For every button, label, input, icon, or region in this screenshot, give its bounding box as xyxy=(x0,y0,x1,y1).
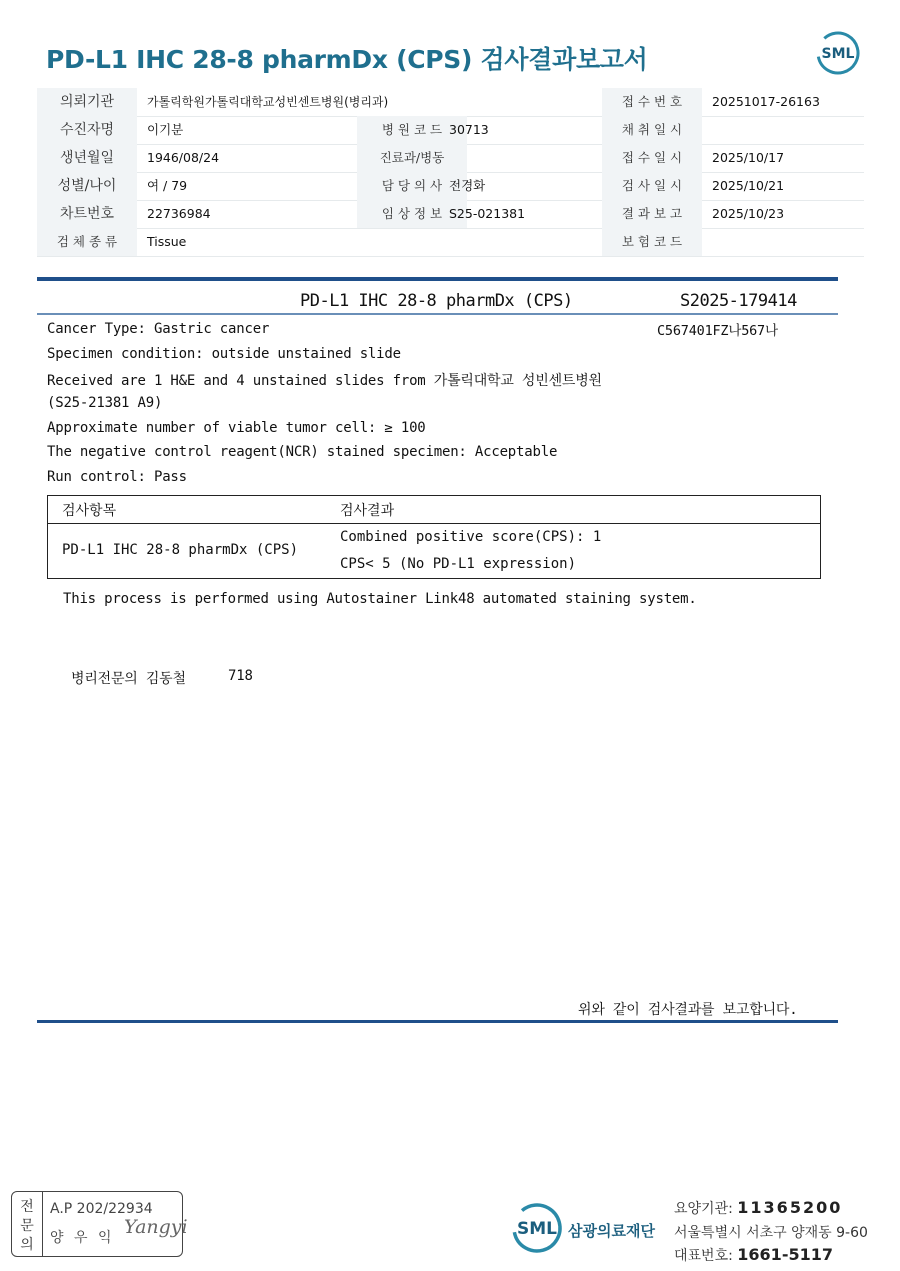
organization-name: 삼광의료재단 xyxy=(568,1222,655,1240)
sml-footer-logo-text: SML xyxy=(517,1219,557,1239)
sml-logo-text: SML xyxy=(821,46,855,62)
info-label: 성별/나이 xyxy=(37,172,137,200)
stamp-char: 의 xyxy=(20,1237,34,1253)
info-value: 여 / 79 xyxy=(147,178,188,193)
stamp-char: 전 xyxy=(20,1199,34,1215)
info-label: 채 취 일 시 xyxy=(602,116,702,144)
stamp-side xyxy=(12,1192,43,1256)
report-code: C567401FZ나567나 xyxy=(657,323,778,339)
info-label: 의뢰기관 xyxy=(37,88,137,116)
info-value: 2025/10/23 xyxy=(712,206,785,221)
report-line: The negative control reagent(NCR) stained specimen: Acceptable xyxy=(47,444,558,460)
info-row xyxy=(37,88,864,117)
report-line: Run control: Pass xyxy=(47,469,187,485)
info-row xyxy=(37,228,864,257)
info-value: Tissue xyxy=(147,234,187,249)
address: 서울특별시 서초구 양재동 9-60 xyxy=(674,1225,868,1241)
info-row xyxy=(37,144,864,173)
report-line: Specimen condition: outside unstained slide xyxy=(47,346,401,362)
info-label: 접 수 번 호 xyxy=(602,88,702,116)
info-label: 검 사 일 시 xyxy=(602,172,702,200)
info-value xyxy=(702,228,864,256)
result-table-header xyxy=(48,496,820,524)
phone-label: 대표번호: xyxy=(674,1248,733,1264)
specialist-stamp xyxy=(11,1191,188,1257)
info-value: 20251017-26163 xyxy=(712,94,820,109)
closing-statement: 위와 같이 검사결과를 보고합니다. xyxy=(578,1002,798,1018)
section-rule xyxy=(37,277,838,281)
info-value: 이기분 xyxy=(147,122,184,137)
specimen-number: S2025-179414 xyxy=(680,291,797,311)
column-header: 검사항목 xyxy=(62,503,117,519)
info-label: 담 당 의 사 xyxy=(357,172,467,200)
info-label: 접 수 일 시 xyxy=(602,144,702,172)
phone-value: 1661-5117 xyxy=(737,1245,833,1264)
info-label: 생년월일 xyxy=(37,144,137,172)
info-value: 전경화 xyxy=(449,178,486,193)
info-value: 30713 xyxy=(449,122,489,137)
specialist-name: 양 우 익 xyxy=(50,1230,115,1246)
info-label: 검 체 종 류 xyxy=(37,228,137,256)
info-label: 결 과 보 고 xyxy=(602,200,702,228)
institution-code-label: 요양기관: xyxy=(674,1201,733,1217)
section-rule xyxy=(37,1020,838,1023)
test-item: PD-L1 IHC 28-8 pharmDx (CPS) xyxy=(62,542,299,558)
info-row xyxy=(37,116,864,145)
signature: Yangyi xyxy=(124,1216,188,1238)
institution-code-value: 11365200 xyxy=(737,1198,843,1217)
result-table xyxy=(47,495,821,579)
info-label: 수진자명 xyxy=(37,116,137,144)
cps-score: Combined positive score(CPS): 1 xyxy=(340,529,602,545)
pathologist-name: 병리전문의 김동철 xyxy=(71,671,186,687)
info-label: 병 원 코 드 xyxy=(357,116,467,144)
report-line: Cancer Type: Gastric cancer xyxy=(47,321,270,337)
info-row xyxy=(37,200,864,229)
info-value: 22736984 xyxy=(147,206,211,221)
column-header: 검사결과 xyxy=(340,503,395,519)
info-label: 차트번호 xyxy=(37,200,137,228)
sml-footer-logo-icon xyxy=(510,1200,564,1256)
cps-interpretation: CPS< 5 (No PD-L1 expression) xyxy=(340,556,577,572)
phone xyxy=(674,1245,833,1265)
section-rule xyxy=(37,313,838,315)
sml-logo-icon xyxy=(815,30,861,76)
report-line: Approximate number of viable tumor cell: ≥ 100 xyxy=(47,420,426,436)
info-row xyxy=(37,172,864,201)
info-value: 가톨릭학원가톨릭대학교성빈센트병원(병리과) xyxy=(147,95,389,109)
report-title: PD-L1 IHC 28-8 pharmDx (CPS) 검사결과보고서 xyxy=(46,45,648,74)
process-note: This process is performed using Autostainer Link48 automated staining system. xyxy=(63,591,697,607)
info-value xyxy=(439,144,599,172)
info-value: 2025/10/17 xyxy=(712,150,785,165)
info-label: 보 험 코 드 xyxy=(602,228,702,256)
license-number: A.P 202/22934 xyxy=(50,1201,153,1217)
pathologist-number: 718 xyxy=(228,668,253,684)
info-value: 2025/10/21 xyxy=(712,178,785,193)
info-label: 진료과/병동 xyxy=(357,144,467,172)
info-value: S25-021381 xyxy=(449,206,526,221)
info-value xyxy=(702,116,864,144)
institution-code xyxy=(674,1198,842,1218)
info-label: 임 상 정 보 xyxy=(357,200,467,228)
report-line: (S25-21381 A9) xyxy=(47,395,163,411)
stamp-char: 문 xyxy=(20,1218,34,1234)
report-line: Received are 1 H&E and 4 unstained slides from 가톨릭대학교 성빈센트병원 xyxy=(47,373,602,389)
test-name-heading: PD-L1 IHC 28-8 pharmDx (CPS) xyxy=(300,291,573,311)
info-value: 1946/08/24 xyxy=(147,150,220,165)
